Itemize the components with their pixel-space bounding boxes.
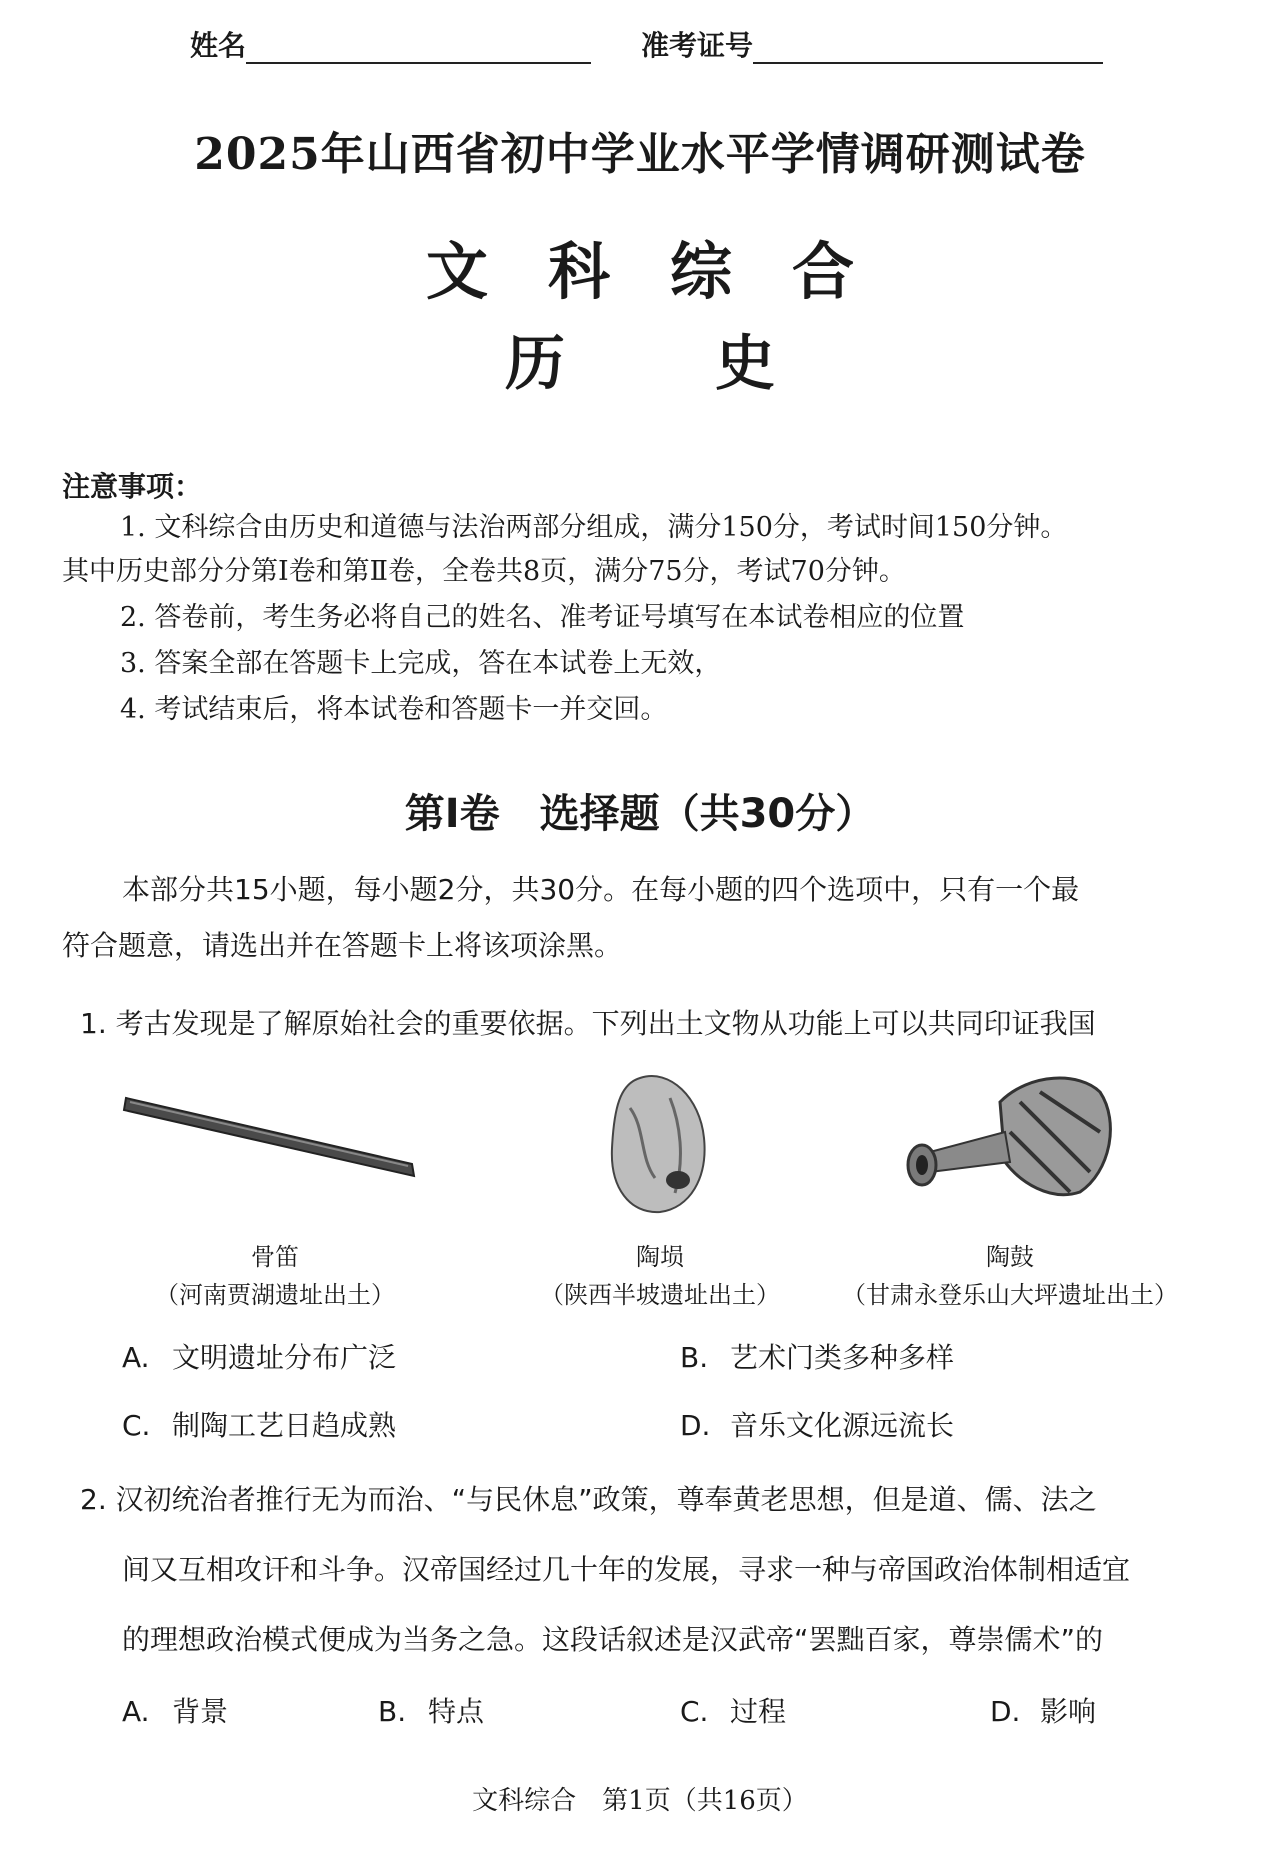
section-title: 第Ⅰ卷 选择题（共30分） [404, 791, 876, 837]
artifact-name: 陶埙 [636, 1243, 684, 1271]
note-item: 2. 答卷前，考生务必将自己的姓名、准考证号填写在本试卷相应的位置 [120, 602, 965, 633]
q1-option-d: D. 音乐文化源远流长 [680, 1409, 955, 1442]
pottery-xun-image [600, 1068, 720, 1218]
exam-title: 2025年山西省初中学业水平学情调研测试卷 [194, 129, 1086, 180]
exam-id-blank [753, 36, 1103, 64]
q1-option-a: A. 文明遗址分布广泛 [122, 1341, 397, 1374]
q2-option-c: C. 过程 [680, 1695, 787, 1728]
note-item: 其中历史部分分第Ⅰ卷和第Ⅱ卷，全卷共8页，满分75分，考试70分钟。 [62, 556, 906, 587]
artifact-caption [830, 1238, 1190, 1314]
note-item: 1. 文科综合由历史和道德与法治两部分组成，满分150分，考试时间150分钟。 [120, 512, 1068, 543]
q1-option-b: B. 艺术门类多种多样 [680, 1341, 955, 1374]
question-1-stem: 1. 考古发现是了解原始社会的重要依据。下列出土文物从功能上可以共同印证我国 [80, 1007, 1096, 1040]
pottery-drum-image [890, 1062, 1120, 1222]
question-2-stem: 间又互相攻讦和斗争。汉帝国经过几十年的发展，寻求一种与帝国政治体制相适宜 [122, 1553, 1131, 1586]
q2-option-d: D. 影响 [990, 1695, 1097, 1728]
artifact-site: （陕西半坡遗址出土） [540, 1281, 780, 1309]
notes-heading: 注意事项： [62, 470, 203, 503]
section-intro: 本部分共15小题，每小题2分，共30分。在每小题的四个选项中，只有一个最 [122, 873, 1080, 906]
question-2-stem: 2. 汉初统治者推行无为而治、“与民休息”政策，尊奉黄老思想，但是道、儒、法之 [80, 1483, 1097, 1516]
q1-option-c: C. 制陶工艺日趋成熟 [122, 1409, 397, 1442]
artifact-name: 骨笛 [251, 1243, 299, 1271]
note-item: 3. 答案全部在答题卡上完成，答在本试卷上无效， [120, 648, 722, 679]
artifact-site: （河南贾湖遗址出土） [155, 1281, 395, 1309]
subject-subtitle: 历史 [505, 329, 925, 399]
candidate-info-row [190, 24, 1103, 64]
note-item: 4. 考试结束后，将本试卷和答题卡一并交回。 [120, 694, 668, 725]
artifact-caption [140, 1238, 410, 1314]
artifact-caption [530, 1238, 790, 1314]
section-intro: 符合题意，请选出并在答题卡上将该项涂黑。 [62, 929, 623, 962]
page-footer: 文科综合 第1页（共16页） [472, 1786, 808, 1816]
subject-title: 文科综合 [425, 235, 914, 308]
exam-id-label: 准考证号 [641, 29, 754, 62]
artifact-site: （甘肃永登乐山大坪遗址出土） [842, 1281, 1178, 1309]
bone-flute-image [120, 1080, 430, 1190]
question-2-stem: 的理想政治模式便成为当务之急。这段话叙述是汉武帝“罢黜百家，尊崇儒术”的 [122, 1623, 1104, 1656]
artifact-name: 陶鼓 [986, 1243, 1034, 1271]
name-blank [246, 36, 591, 64]
q2-option-b: B. 特点 [378, 1695, 485, 1728]
name-label: 姓名 [190, 29, 247, 62]
q2-option-a: A. 背景 [122, 1695, 229, 1728]
